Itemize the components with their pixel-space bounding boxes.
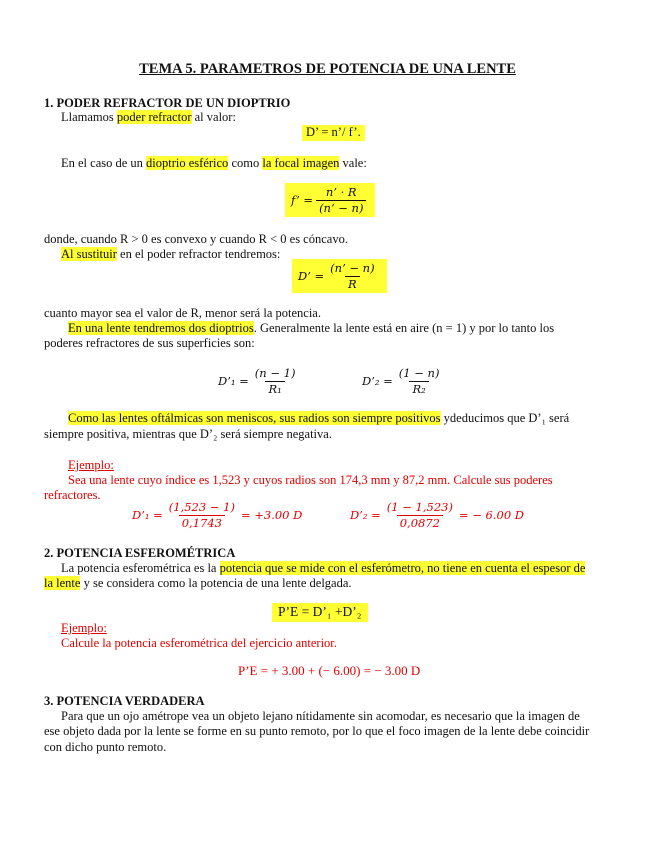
formula-d2-numerator: (1 − n) (398, 366, 440, 380)
formula-d-denominator: R (345, 276, 360, 291)
s2-paragraph-1 (61, 562, 585, 576)
example-2-label (61, 622, 107, 636)
s1-l6-highlight: En una lente tendremos dos dioptrios (68, 321, 254, 335)
s1-paragraph-5: cuanto mayor sea el valor de R, menor será la potencia. (44, 306, 321, 320)
s1-paragraph-1 (61, 111, 236, 125)
formula-focal-numerator: n’ · R (325, 185, 357, 199)
s2-l1-highlight: potencia que se mide con el esferómetro, no tiene en cuenta el espesor de (219, 561, 586, 575)
formula-focal-denominator: (n’ − n) (316, 200, 366, 215)
section-1-heading: 1. PODER REFRACTOR DE UN DIOPTRIO (44, 96, 291, 110)
s1-l1-text: Llamamos (61, 110, 117, 124)
s1-paragraph-6 (68, 322, 554, 336)
example-d2-lhs: D’₂ = (350, 507, 381, 522)
s1-paragraph-2 (61, 157, 367, 171)
page-title: TEMA 5. PARAMETROS DE POTENCIA DE UNA LENTE (139, 61, 516, 77)
formula-d1-numerator: (n − 1) (254, 366, 296, 380)
formula-d1 (212, 364, 307, 398)
s1-l2-text-mid: como (228, 156, 263, 170)
formula-refractive-power (292, 259, 387, 293)
s1-paragraph-3: donde, cuando R > 0 es convexo y cuando R < 0 es cóncavo. (44, 232, 348, 246)
s1-l4-text: en el poder refractor tendremos: (116, 247, 281, 261)
formula-d-lhs: D’ = (298, 268, 325, 283)
s2-l2-highlight: la lente (44, 576, 81, 590)
s3-paragraph-1: Para que un ojo amétrope vea un objeto lejano nítidamente sin acomodar, es necesario que la imagen de (61, 709, 580, 723)
example-d1-result: = +3.00 D (240, 507, 303, 522)
formula-d-numerator: (n’ − n) (330, 261, 375, 275)
example-1-line-1: Sea una lente cuyo índice es 1,523 y cuyos radios son 174,3 mm y 87,2 mm. Calcule sus poderes (68, 473, 553, 487)
example-1-label-text: Ejemplo: (68, 458, 114, 472)
formula-d2-lhs: D’₂ = (362, 373, 393, 388)
s1-paragraph-7: poderes refractores de sus superficies son: (44, 336, 255, 350)
s3-paragraph-2: ese objeto dada por la lente se forme en su punto remoto, por lo que el foco imagen de la lente debe coincidir (44, 724, 590, 738)
example-d2-denominator: 0,0872 (397, 515, 443, 530)
example-d1-formula (126, 498, 308, 532)
s1-l2-highlight-1: dioptrio esférico (146, 156, 229, 170)
s2-paragraph-2 (44, 577, 352, 591)
example-d1-lhs: D’₁ = (132, 507, 163, 522)
s1-l1-highlight: poder refractor (116, 110, 192, 124)
formula-spherometric: P’E = D’₁ +D’₂ (272, 603, 368, 622)
example-1-label (68, 459, 114, 473)
s1-l2-highlight-2: la focal imagen (262, 156, 340, 170)
s1-paragraph-9: siempre positiva, mientras que D’₂ será siempre negativa. (44, 427, 332, 441)
s1-l6-text: . Generalmente la lente está en aire (n = 1) y por lo tanto los (253, 321, 555, 335)
s1-paragraph-8 (68, 412, 569, 426)
example-d2-formula (344, 498, 530, 532)
s1-l8-text: ydeducimos que D’₁ será (440, 411, 570, 425)
s1-l2-text: En el caso de un (61, 156, 147, 170)
formula-d2-denominator: R₂ (409, 381, 428, 396)
formula-focal-lhs: f’ = (291, 192, 314, 207)
s1-l1-text-end: al valor: (191, 110, 236, 124)
example-2-formula: P’E = + 3.00 + (− 6.00) = − 3.00 D (238, 663, 421, 678)
example-d2-numerator: (1 − 1,523) (386, 500, 453, 514)
s3-paragraph-3: con dicho punto remoto. (44, 740, 167, 754)
formula-d1-denominator: R₁ (265, 381, 284, 396)
formula-d2 (356, 364, 451, 398)
s1-paragraph-4 (61, 248, 280, 262)
s1-l4-highlight: Al sustituir (61, 247, 117, 261)
formula-power: D’ = n’/ f’. (302, 125, 365, 141)
s1-l8-highlight: Como las lentes oftálmicas son meniscos, sus radios son siempre positivos (68, 411, 441, 425)
example-1-line-2: refractores. (44, 488, 101, 502)
example-2-line-1: Calcule la potencia esferométrica del ejercicio anterior. (61, 636, 337, 650)
section-2-heading: 2. POTENCIA ESFEROMÉTRICA (44, 546, 236, 560)
example-d1-numerator: (1,523 − 1) (168, 500, 235, 514)
example-d2-result: = − 6.00 D (458, 507, 525, 522)
section-3-heading: 3. POTENCIA VERDADERA (44, 694, 205, 708)
example-d1-denominator: 0,1743 (179, 515, 225, 530)
formula-d1-lhs: D’₁ = (218, 373, 249, 388)
example-2-label-text: Ejemplo: (61, 621, 107, 635)
s1-l2-text-end: vale: (339, 156, 367, 170)
formula-focal (285, 183, 375, 217)
s2-l2-text: y se considera como la potencia de una lente delgada. (80, 576, 352, 590)
s2-l1-text: La potencia esferométrica es la (61, 561, 220, 575)
